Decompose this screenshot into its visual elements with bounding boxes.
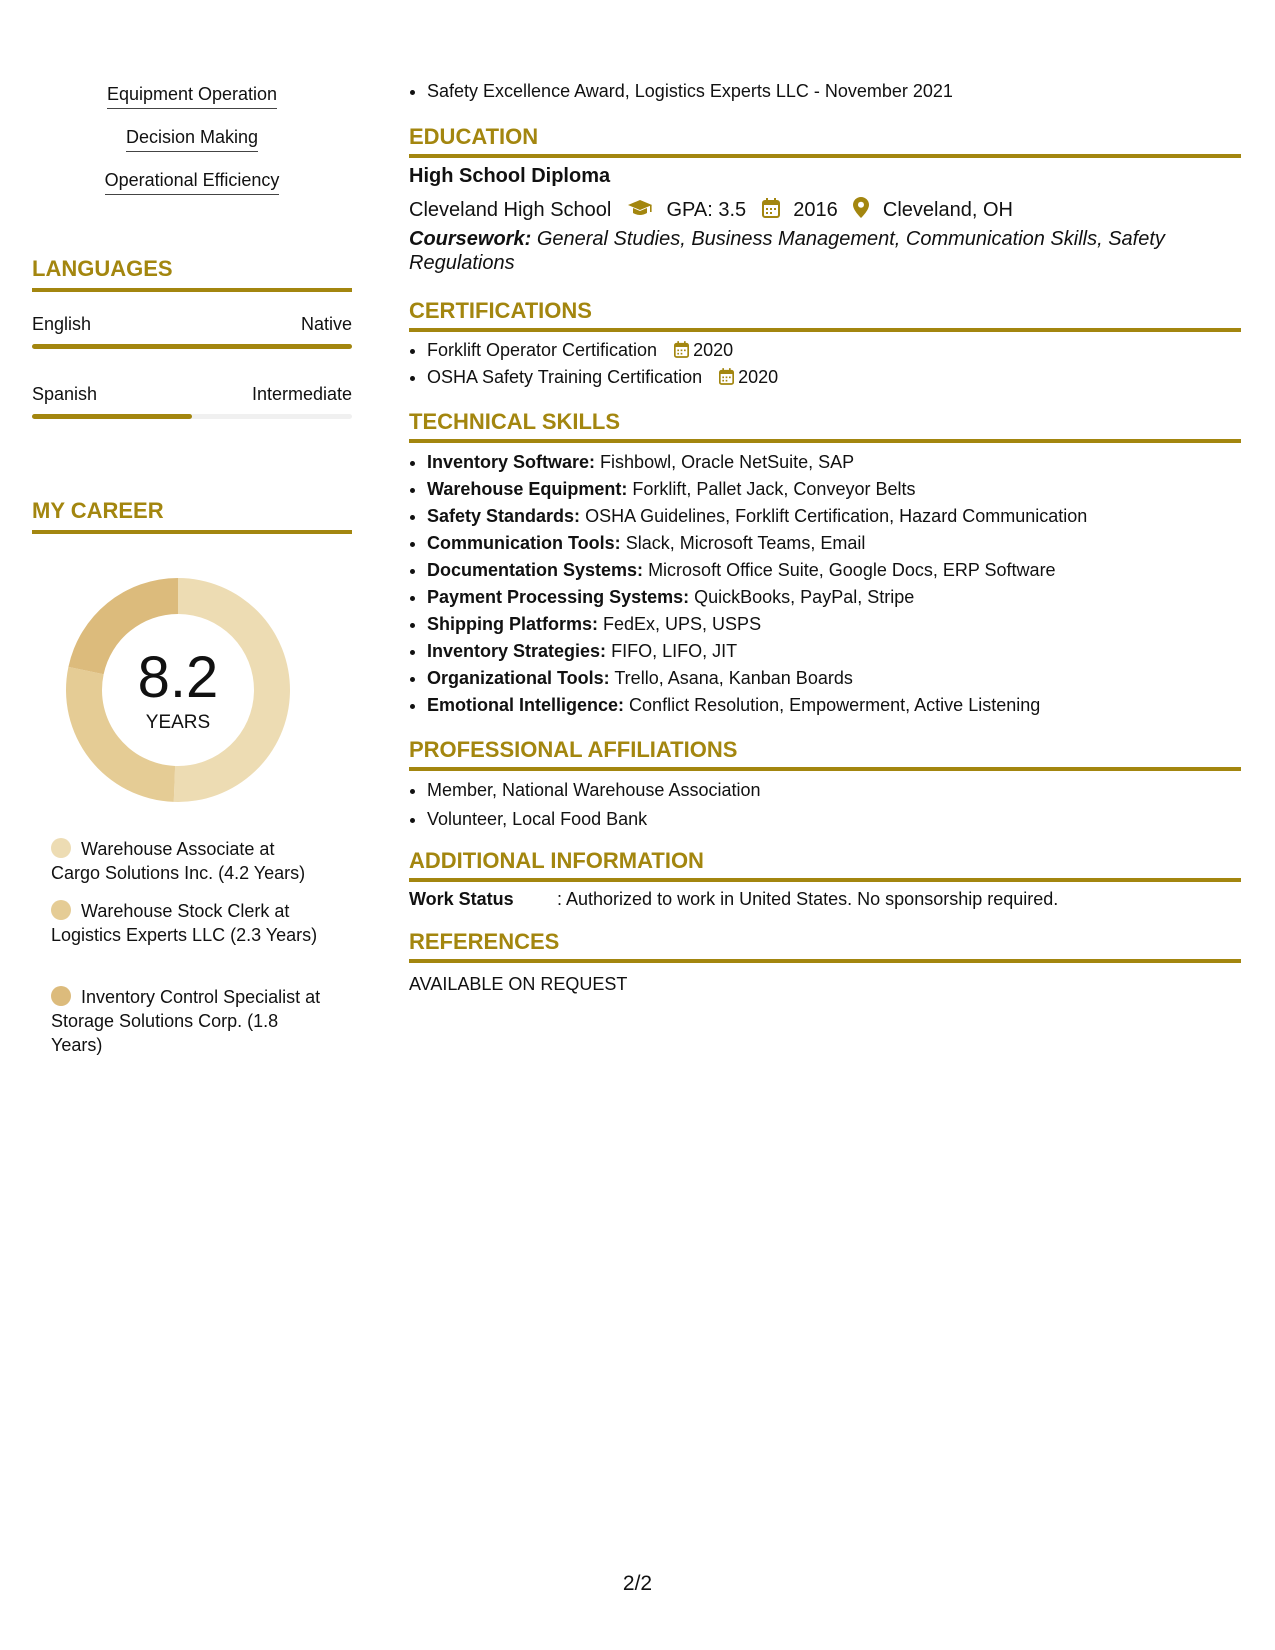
career-legend-item [51,837,321,885]
language-bar [32,344,352,349]
career-total-unit: YEARS [145,712,211,733]
career-title: MY CAREER [32,498,352,534]
certifications-title: CERTIFICATIONS [409,298,1241,332]
technical-skill-item [427,530,1087,557]
affiliations-list [409,776,761,834]
skill-values: QuickBooks, PayPal, Stripe [694,587,915,607]
calendar-icon [674,341,689,358]
work-status-value: : Authorized to work in United States. No sponsorship required. [557,889,1059,909]
career-total-years: 8.2 [137,645,219,710]
certification-item [427,364,778,391]
technical-skill-item [427,584,1087,611]
skill-values: Conflict Resolution, Empowerment, Active Listening [629,695,1041,715]
certification-year: 2020 [693,340,734,360]
work-status-row [409,889,1058,910]
education-coursework [409,227,1169,275]
skill-category: Communication Tools: [427,533,621,553]
education-school: Cleveland High School [409,199,612,221]
education-location: Cleveland, OH [882,199,1013,221]
calendar-icon [719,368,734,385]
education-gpa: GPA: 3.5 [666,199,747,221]
education-year: 2016 [793,199,838,221]
skill-label: Operational Efficiency [105,170,280,195]
language-bar-fill [32,414,192,419]
language-bar-fill [32,344,352,349]
certification-name: OSHA Safety Training Certification [427,367,703,387]
award-item: • Safety Excellence Award, Logistics Experts LLC - November 2021 [427,78,953,105]
skill-category: Emotional Intelligence: [427,695,625,715]
skill-category: Inventory Strategies: [427,641,607,661]
skill-values: OSHA Guidelines, Forklift Certification, Hazard Communication [585,506,1088,526]
technical-skill-item [427,665,1087,692]
certification-name: Forklift Operator Certification [427,340,658,360]
calendar-icon [762,198,780,218]
affiliation-item: • Volunteer, Local Food Bank [427,805,761,834]
legend-label: Warehouse Stock Clerk at Logistics Experts LLC (2.3 Years) [51,901,318,945]
technical-skill-item [427,503,1087,530]
skill-label: Equipment Operation [107,84,277,109]
legend-label: Warehouse Associate at Cargo Solutions Inc. (4.2 Years) [51,839,306,883]
location-pin-icon [853,197,869,218]
skill-category: Safety Standards: [427,506,581,526]
coursework-label: Coursework: [409,228,532,250]
technical-skill-item [427,692,1087,719]
additional-info-title: ADDITIONAL INFORMATION [409,848,1241,882]
technical-skills-list [409,449,1087,719]
graduation-cap-icon [627,198,653,218]
affiliations-title: PROFESSIONAL AFFILIATIONS [409,737,1241,771]
languages-title: LANGUAGES [32,256,352,292]
certifications-list [409,337,778,391]
skill-values: Slack, Microsoft Teams, Email [625,533,866,553]
skill-category: Inventory Software: [427,452,596,472]
skill-category: Documentation Systems: [427,560,644,580]
references-text: AVAILABLE ON REQUEST [409,974,628,994]
career-legend-item [51,899,321,947]
language-name: Spanish [32,384,98,404]
education-title: EDUCATION [409,124,1241,158]
skill-values: Microsoft Office Suite, Google Docs, ERP Software [648,560,1056,580]
skill-item [32,127,352,152]
legend-label: Inventory Control Specialist at Storage Solutions Corp. (1.8 Years) [51,987,321,1055]
legend-dot [51,838,71,858]
skill-values: Fishbowl, Oracle NetSuite, SAP [600,452,855,472]
skill-values: Trello, Asana, Kanban Boards [614,668,853,688]
affiliation-item: • Member, National Warehouse Association [427,776,761,805]
skill-values: FIFO, LIFO, JIT [611,641,738,661]
technical-skill-item [427,476,1087,503]
education-degree: High School Diploma [409,165,611,187]
awards-list [409,78,953,105]
certification-item [427,337,778,364]
technical-skills-title: TECHNICAL SKILLS [409,409,1241,443]
technical-skill-item [427,557,1087,584]
work-status-label: Work Status [409,889,514,909]
skill-category: Shipping Platforms: [427,614,598,634]
language-level: Native [300,314,352,334]
certification-year: 2020 [738,367,779,387]
page-number: 2/2 [622,1572,653,1595]
skill-label: Decision Making [126,127,258,152]
legend-dot [51,986,71,1006]
technical-skill-item [427,449,1087,476]
skill-item [32,84,352,109]
skill-values: Forklift, Pallet Jack, Conveyor Belts [632,479,916,499]
career-legend-item [51,985,321,1057]
language-level: Intermediate [251,384,352,404]
technical-skill-item [427,638,1087,665]
skill-item [32,170,352,195]
skill-category: Organizational Tools: [427,668,610,688]
coursework-text: General Studies, Business Management, Communication Skills, Safety Regulations [409,228,1165,274]
skill-values: FedEx, UPS, USPS [603,614,762,634]
skill-category: Payment Processing Systems: [427,587,690,607]
references-title: REFERENCES [409,929,1241,963]
skill-category: Warehouse Equipment: [427,479,628,499]
education-details [409,197,1013,222]
language-name: English [32,314,92,334]
language-bar [32,414,352,419]
legend-dot [51,900,71,920]
technical-skill-item [427,611,1087,638]
